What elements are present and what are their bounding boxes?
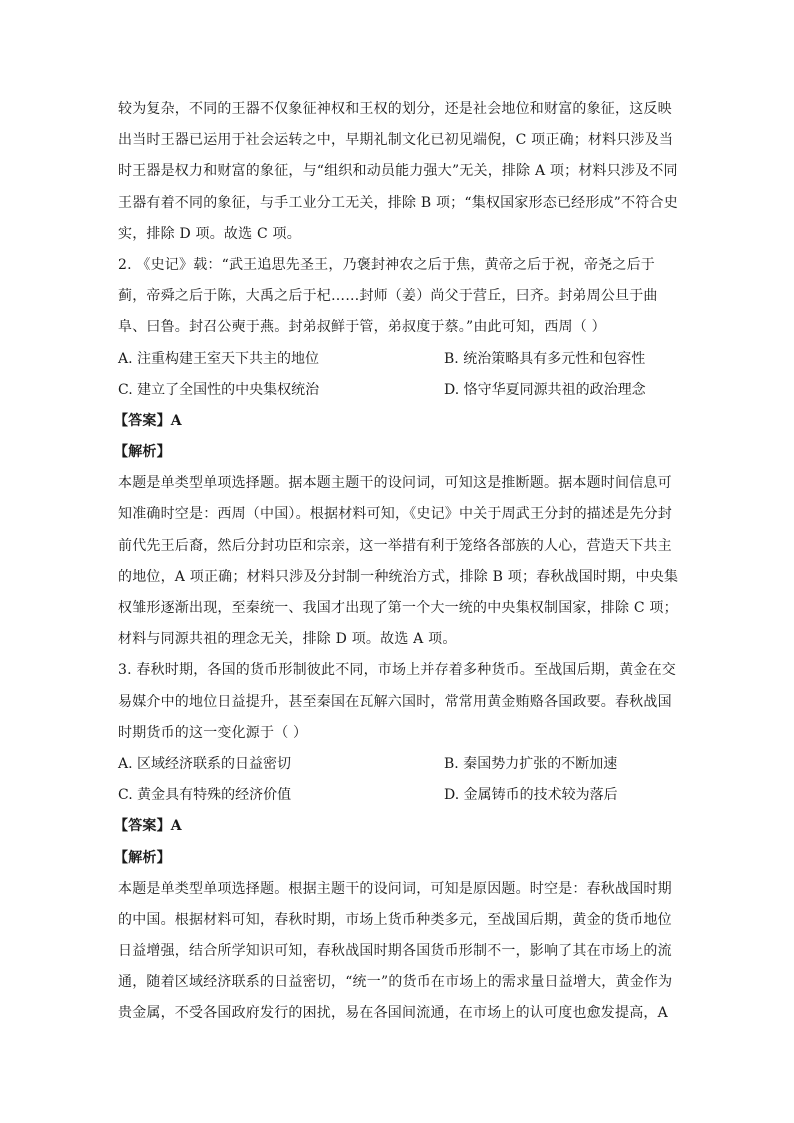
q2-option-d: D. 恪守华夏同源共祖的政治理念 bbox=[444, 381, 646, 398]
q3-analysis bbox=[118, 874, 678, 1030]
question-2 bbox=[114, 250, 679, 655]
q2-option-c: C. 建立了全国性的中央集权统治 bbox=[118, 381, 320, 398]
q2-analysis-line-4: 的地位，A 项正确；材料只涉及分封制一种统治方式，排除 B 项；春秋战国时期，中央集 bbox=[118, 568, 679, 585]
intro-paragraph bbox=[118, 94, 678, 250]
q2-stem-line-3: 阜、曰鲁。封召公奭于燕。封弟叔鲜于管，弟叔度于蔡。”由此可知，西周（ ） bbox=[118, 319, 606, 336]
q2-analysis-line-6: 材料与同源共祖的理念无关，排除 D 项。故选 A 项。 bbox=[118, 631, 457, 648]
q2-analysis-line-1: 本题是单类型单项选择题。据本题主题干的设问词，可知这是推断题。据本题时间信息可 bbox=[118, 475, 672, 492]
q2-stem-line-2: 蓟，帝舜之后于陈，大禹之后于杞……封师（姜）尚父于营丘，曰齐。封弟周公旦于曲 bbox=[118, 288, 658, 305]
q2-option-a: A. 注重构建王室天下共主的地位 bbox=[118, 350, 320, 367]
intro-line-1: 较为复杂，不同的王器不仅象征神权和王权的划分，还是社会地位和财富的象征，这反映 bbox=[118, 101, 672, 117]
intro-line-4: 王器有着不同的象征，与手工业分工无关，排除 B 项；“集权国家形态已经形成”不符合史 bbox=[118, 194, 678, 211]
q2-answer: 【答案】A bbox=[114, 412, 182, 429]
q2-options-row-2 bbox=[118, 375, 678, 406]
document-page bbox=[114, 94, 679, 1030]
q3-answer: 【答案】A bbox=[114, 818, 182, 835]
q3-analysis-line-1: 本题是单类型单项选择题。根据主题干的设问词，可知是原因题。时空是：春秋战国时期 bbox=[118, 880, 672, 897]
q3-option-b: B. 秦国势力扩张的不断加速 bbox=[444, 755, 618, 772]
intro-line-2: 出当时王器已运用于社会运转之中，早期礼制文化已初见端倪，C 项正确；材料只涉及当 bbox=[118, 132, 674, 149]
q3-analysis-line-3: 日益增强，结合所学知识可知，春秋战国时期各国货币形制不一，影响了其在市场上的流 bbox=[118, 943, 672, 960]
q2-option-b: B. 统治策略具有多元性和包容性 bbox=[444, 350, 646, 367]
q2-analysis-line-5: 权雏形逐渐出现，至秦统一、我国才出现了第一个大一统的中央集权制国家，排除 C 项； bbox=[118, 600, 678, 616]
q3-options-row-2 bbox=[118, 780, 678, 811]
q2-analysis-heading: 【解析】 bbox=[114, 444, 171, 461]
q2-analysis-line-2: 知准确时空是：西周（中国）。根据材料可知，《史记》中关于周武王分封的描述是先分封 bbox=[118, 506, 672, 523]
q2-analysis-line-3: 前代先王后裔，然后分封功臣和宗亲，这一举措有利于笼络各部族的人心，营造天下共主 bbox=[118, 537, 672, 554]
q2-stem-line-1: 2. 《史记》载：“武王追思先圣王，乃褒封神农之后于焦，黄帝之后于祝，帝尧之后于 bbox=[118, 256, 655, 273]
intro-line-3: 时王器是权力和财富的象征，与“组织和动员能力强大”无关，排除 A 项；材料只涉及不同 bbox=[118, 163, 678, 180]
q2-options-row-1 bbox=[118, 344, 678, 375]
q3-options-row-1 bbox=[118, 749, 678, 780]
q3-stem-line-3: 时期货币的这一变化源于（ ） bbox=[118, 724, 308, 741]
intro-line-5: 实，排除 D 项。故选 C 项。 bbox=[118, 225, 301, 242]
q3-analysis-line-5: 贵金属，不受各国政府发行的困扰，易在各国间流通，在市场上的认可度也愈发提高，A bbox=[118, 1005, 668, 1022]
q3-stem-line-2: 易媒介中的地位日益提升，甚至秦国在瓦解六国时，常常用黄金贿赂各国政要。春秋战国 bbox=[118, 693, 672, 710]
q3-analysis-line-2: 的中国。根据材料可知，春秋时期，市场上货币种类多元，至战国后期，黄金的货币地位 bbox=[118, 911, 672, 928]
q3-analysis-line-4: 通，随着区域经济联系的日益密切，“统一”的货币在市场上的需求量日益增大，黄金作为 bbox=[118, 974, 673, 991]
q3-option-c: C. 黄金具有特殊的经济价值 bbox=[118, 787, 292, 804]
q3-option-d: D. 金属铸币的技术较为落后 bbox=[444, 787, 618, 804]
q3-analysis-heading: 【解析】 bbox=[114, 849, 171, 866]
question-3 bbox=[114, 655, 678, 1029]
q2-analysis bbox=[118, 468, 678, 655]
q3-stem-line-1: 3. 春秋时期，各国的货币形制彼此不同，市场上并存着多种货币。至战国后期，黄金在交 bbox=[118, 662, 677, 679]
q3-option-a: A. 区域经济联系的日益密切 bbox=[118, 755, 292, 772]
